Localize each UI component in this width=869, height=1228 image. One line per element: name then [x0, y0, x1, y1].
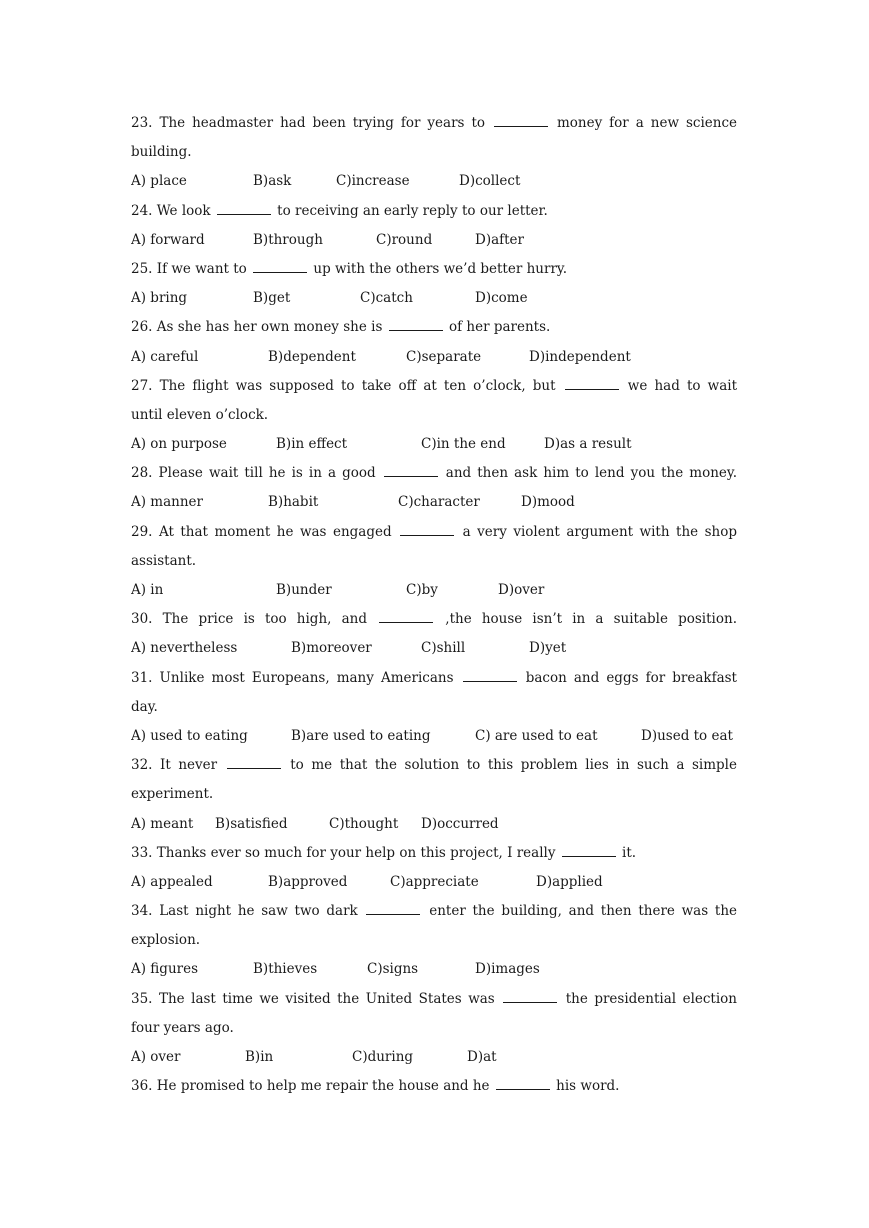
question-35-options: [131, 1043, 737, 1072]
question-29-stem-line: [131, 518, 737, 547]
answer-blank: [565, 388, 619, 390]
option-b: B)ask: [253, 173, 292, 190]
question-31-options: [131, 722, 737, 751]
question-27-stem-line: [131, 372, 737, 401]
stem-text-after-blank: bacon and eggs for breakfast: [525, 669, 737, 686]
stem-text-after-blank: a very violent argument with the shop: [462, 523, 737, 540]
option-a: A) in: [131, 582, 164, 598]
question-32-stem-line: [131, 751, 737, 780]
stem-text-after-blank: his word.: [556, 1078, 620, 1095]
option-c: C)in the end: [421, 436, 506, 453]
answer-blank: [562, 855, 616, 857]
question-23-stem-line: [131, 138, 737, 167]
option-c: C)separate: [406, 348, 482, 365]
option-c: C)by: [406, 582, 438, 598]
option-b: B)are used to eating: [291, 727, 431, 744]
stem-text-after-blank: and then ask him to lend you the money.: [445, 465, 737, 482]
question-24-stem-line: [131, 197, 737, 226]
question-33-stem-line: [131, 839, 737, 868]
option-a: A) place: [131, 173, 187, 190]
stem-text-after-blank: enter the building, and then there was the: [429, 903, 737, 920]
question-29-options: [131, 576, 737, 605]
question-list: [131, 109, 737, 1101]
option-b: B)approved: [268, 873, 348, 890]
answer-blank: [496, 1088, 550, 1090]
option-a: A) nevertheless: [131, 640, 238, 657]
stem-text-before-blank: 28. Please wait till he is in a good: [131, 465, 376, 482]
answer-blank: [463, 680, 517, 682]
stem-text-before-blank: 32. It never: [131, 757, 218, 774]
question-30-stem-line: [131, 605, 737, 634]
question-24-options: [131, 226, 737, 255]
option-a: A) meant: [131, 815, 194, 832]
option-b: B)get: [253, 290, 291, 307]
question-27-options: [131, 430, 737, 459]
option-d: D)collect: [459, 173, 521, 190]
option-c: C)character: [398, 494, 480, 511]
option-b: B)satisfied: [215, 815, 288, 832]
stem-text-before-blank: 30. The price is too high, and: [131, 611, 367, 628]
option-c: C) are used to eat: [475, 727, 598, 744]
option-c: C)increase: [336, 173, 410, 190]
option-b: B)through: [253, 231, 323, 248]
option-d: D)at: [467, 1049, 497, 1065]
option-b: B)in: [245, 1049, 274, 1065]
question-33-options: [131, 868, 737, 897]
question-31-stem-line: [131, 693, 737, 722]
answer-blank: [366, 913, 420, 915]
question-31-stem-line: [131, 664, 737, 693]
option-a: A) bring: [131, 290, 188, 307]
stem-text: four years ago.: [131, 1019, 234, 1036]
stem-text-before-blank: 34. Last night he saw two dark: [131, 903, 358, 920]
question-29-stem-line: [131, 547, 737, 576]
option-b: B)dependent: [268, 348, 356, 365]
option-b: B)under: [276, 582, 332, 598]
answer-blank: [503, 1001, 557, 1003]
option-c: C)shill: [421, 640, 466, 657]
stem-text-before-blank: 25. If we want to: [131, 260, 247, 277]
stem-text-before-blank: 29. At that moment he was engaged: [131, 523, 392, 540]
question-34-options: [131, 955, 737, 984]
option-c: C)signs: [367, 961, 419, 978]
option-d: D)images: [475, 961, 540, 978]
option-a: A) figures: [131, 961, 199, 978]
question-34-stem-line: [131, 897, 737, 926]
answer-blank: [217, 213, 271, 215]
stem-text-before-blank: 27. The flight was supposed to take off at ten o’clock, but: [131, 377, 556, 394]
stem-text: day.: [131, 698, 158, 715]
stem-text-after-blank: it.: [622, 844, 637, 861]
stem-text-before-blank: 36. He promised to help me repair the house and he: [131, 1078, 490, 1095]
question-28-options: [131, 488, 737, 517]
stem-text-before-blank: 31. Unlike most Europeans, many Americans: [131, 669, 454, 686]
option-c: C)thought: [329, 815, 399, 832]
answer-blank: [400, 534, 454, 536]
option-d: D)applied: [536, 873, 603, 890]
option-a: A) careful: [131, 348, 199, 365]
option-a: A) used to eating: [131, 727, 248, 744]
option-d: D)as a result: [544, 436, 632, 453]
stem-text: building.: [131, 144, 192, 161]
stem-text-after-blank: to me that the solution to this problem lies in such a simple: [290, 757, 737, 774]
option-b: B)thieves: [253, 961, 318, 978]
stem-text-after-blank: ,the house isn’t in a suitable position.: [445, 611, 737, 628]
option-b: B)in effect: [276, 436, 348, 453]
option-a: A) on purpose: [131, 436, 227, 453]
option-a: A) over: [131, 1049, 181, 1065]
question-32-stem-line: [131, 780, 737, 809]
option-c: C)catch: [360, 290, 413, 307]
answer-blank: [494, 125, 548, 127]
question-35-stem-line: [131, 985, 737, 1014]
option-d: D)used to eat: [641, 727, 733, 744]
stem-text-after-blank: of her parents.: [448, 319, 551, 336]
option-b: B)moreover: [291, 640, 372, 657]
stem-text: explosion.: [131, 932, 201, 949]
stem-text: experiment.: [131, 786, 214, 803]
stem-text-before-blank: 33. Thanks ever so much for your help on this project, I really: [131, 844, 556, 861]
question-36-stem-line: [131, 1072, 737, 1101]
stem-text: assistant.: [131, 552, 197, 569]
option-b: B)habit: [268, 494, 319, 511]
question-26-options: [131, 343, 737, 372]
question-34-stem-line: [131, 926, 737, 955]
option-d: D)independent: [529, 348, 631, 365]
question-23-options: [131, 167, 737, 196]
stem-text-after-blank: up with the others we’d better hurry.: [313, 260, 568, 277]
answer-blank: [227, 767, 281, 769]
option-a: A) manner: [131, 494, 203, 511]
answer-blank: [384, 475, 438, 477]
question-26-stem-line: [131, 313, 737, 342]
question-32-options: [131, 810, 737, 839]
question-35-stem-line: [131, 1014, 737, 1043]
option-c: C)round: [376, 231, 433, 248]
stem-text-before-blank: 35. The last time we visited the United States was: [131, 990, 495, 1007]
option-c: C)appreciate: [390, 873, 479, 890]
stem-text-after-blank: we had to wait: [627, 377, 737, 394]
answer-blank: [253, 271, 307, 273]
answer-blank: [389, 329, 443, 331]
option-d: D)over: [498, 582, 545, 598]
option-d: D)after: [475, 231, 525, 248]
stem-text-after-blank: money for a new science: [556, 115, 737, 131]
stem-text: until eleven o’clock.: [131, 406, 269, 423]
option-a: A) forward: [131, 231, 205, 248]
stem-text-before-blank: 26. As she has her own money she is: [131, 319, 383, 336]
stem-text-before-blank: 24. We look: [131, 202, 211, 219]
stem-text-before-blank: 23. The headmaster had been trying for years to: [131, 115, 485, 131]
option-a: A) appealed: [131, 873, 213, 890]
option-d: D)come: [475, 290, 528, 307]
question-23-stem-line: [131, 109, 737, 138]
stem-text-after-blank: the presidential election: [565, 990, 737, 1007]
stem-text-after-blank: to receiving an early reply to our letter.: [277, 202, 548, 219]
question-30-options: [131, 634, 737, 663]
question-27-stem-line: [131, 401, 737, 430]
option-d: D)yet: [529, 640, 567, 657]
option-c: C)during: [352, 1049, 414, 1065]
answer-blank: [379, 621, 433, 623]
question-28-stem-line: [131, 459, 737, 488]
option-d: D)mood: [521, 494, 575, 511]
question-25-options: [131, 284, 737, 313]
question-25-stem-line: [131, 255, 737, 284]
option-d: D)occurred: [421, 815, 499, 832]
